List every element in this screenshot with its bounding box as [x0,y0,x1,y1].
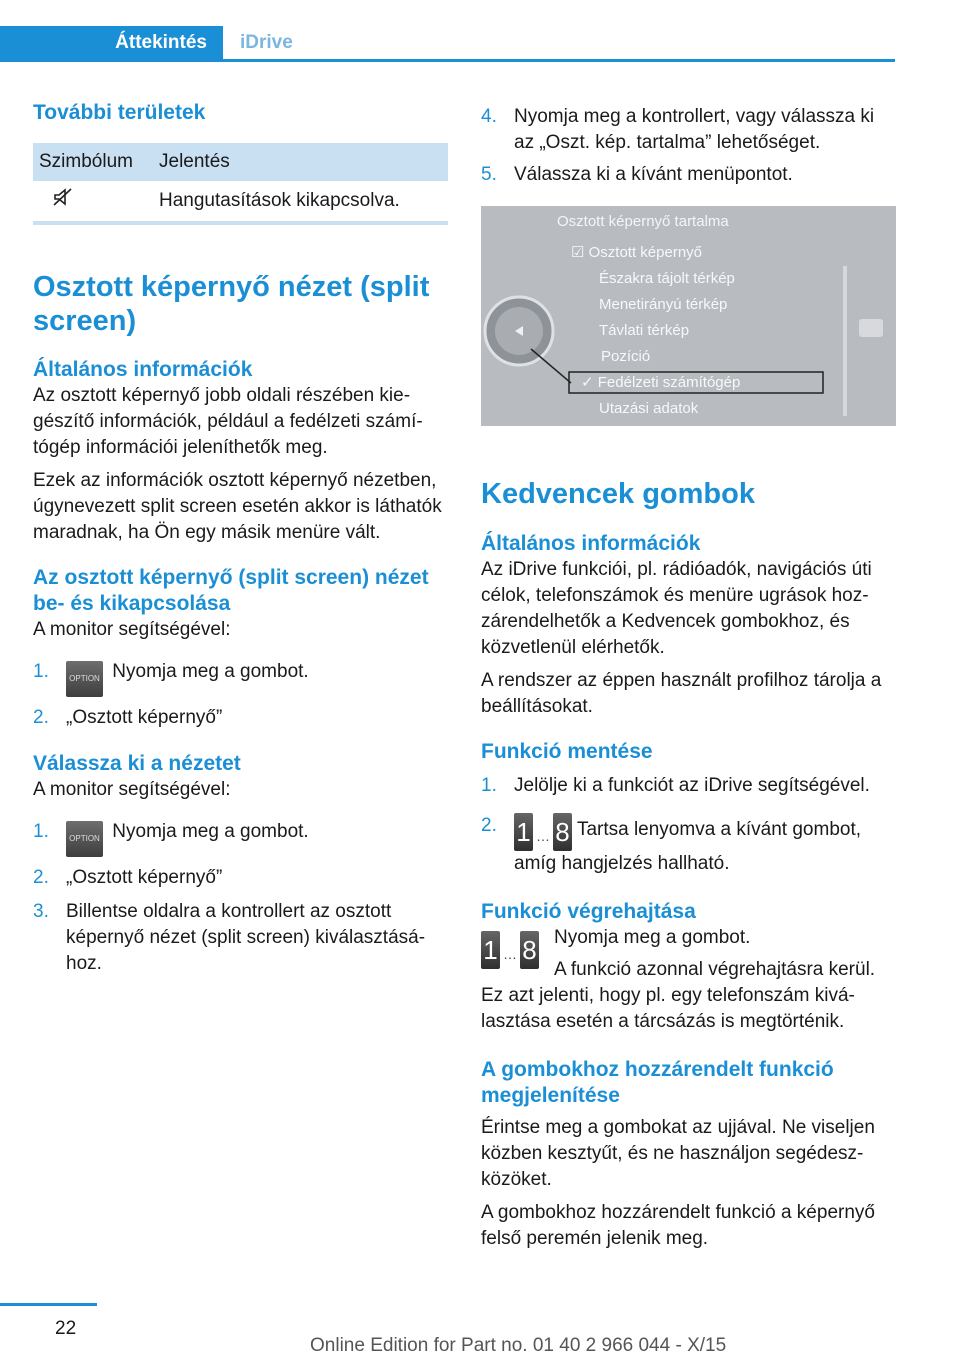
menu-item-trip-data[interactable]: Utazási adatok [599,400,699,417]
option-button-icon: OPTION [66,661,103,697]
execute-line-1: Nyomja meg a gombot. [554,927,751,948]
page-number: 22 [55,1318,77,1339]
toggle-intro: A monitor segítségével: [33,619,231,640]
save-function-title: Funkció mentése [481,740,653,763]
option-button-icon: OPTION [66,821,103,857]
favorites-title: Kedvencek gombok [481,478,755,510]
toggle-steps [33,659,448,731]
right-column [481,104,896,1252]
list-item: 1. Jelölje ki a funkciót az iDrive segítségével. [481,775,870,796]
footer-rule [0,1303,97,1306]
tab-idrive[interactable]: iDrive [240,32,293,53]
display-function-title: A gombokhoz hozzárendelt funkció megjelenítése [481,1058,834,1107]
menu-item-split-screen[interactable]: ☑ Osztott képernyő [571,244,703,261]
list-item: 1. OPTION Nyomja meg a gombot. [33,819,448,857]
list-item: 1. OPTION Nyomja meg a gombot. [33,659,448,697]
symbol-table [33,143,448,225]
header-rule [0,59,895,62]
toggle-split-title: Az osztott képernyő (split screen) nézet be- és kikapcsolása [33,566,429,615]
table-header-meaning: Jelentés [153,143,448,181]
list-item: 2. 1 … 8 Tartsa lenyomva a kívánt gombot, amíg hangjelzés hallható. [481,815,862,874]
fav-paragraph-1: Az iDrive funkciói, pl. rádióadók, navigációs úti célok, telefonszámok és menüre ugrások hozzárendelhetők a Kedvencek gombokhoz, és közvetlenül elérhetők. [481,559,872,658]
display-paragraph-1: Érintse meg a gombokat az ujjával. Ne viseljen közben kesztyűt, és ne használjon segédeszközöket. [481,1117,875,1190]
select-view-title: Válassza ki a nézetet [33,752,241,775]
menu-item-position[interactable]: Pozíció [601,348,651,365]
list-item: 5. Válassza ki a kívánt menüpontot. [481,164,793,185]
favorite-button-1-icon: 1 [514,813,533,851]
general-paragraph-2: Ezek az információk osztott képernyő nézetben, úgynevezett split screen esetén akkor is láthatók maradnak, ha Ön egy másik menüre vált. [33,470,442,543]
execute-line-2: A funkció azonnal végrehajtásra kerül. [554,959,876,980]
section-title-other-areas: További területek [33,101,206,124]
tab-overview[interactable]: Áttekintés [0,26,223,59]
fav-paragraph-2: A rendszer az éppen használt profilhoz tárolja a beállításokat. [481,670,882,717]
execute-paragraph: Ez azt jelenti, hogy pl. egy telefonszám kiválasztása esetén a tárcsázás is megtörténik. [481,985,855,1032]
execute-block [481,925,896,983]
split-screen-menu-screenshot [481,206,896,426]
menu-item-heading-map[interactable]: Menetirányú térkép [599,296,728,313]
favorite-button-8-icon: 8 [553,813,572,851]
list-item: 2. „Osztott képernyő” [33,707,223,728]
header-tabs [0,0,895,62]
split-screen-title: Osztott képernyő nézet (split screen) [33,271,430,337]
screen-title: Osztott képernyő tartalma [557,213,729,230]
save-steps [481,773,896,877]
general-paragraph-1: Az osztott képernyő jobb oldali részében kiegészítő információk, például a fedélzeti számítógép információi jeleníthetők meg. [33,385,423,458]
display-paragraph-2: A gombokhoz hozzárendelt funkció a képernyő felső peremén jelenik meg. [481,1202,875,1249]
steps-continued [481,104,896,188]
favorite-buttons-icon: 1 … 8 [481,931,539,969]
table-header-symbol: Szimbólum [33,143,153,181]
general-info-title: Általános információk [33,358,253,381]
list-item: 3. Billentse oldalra a kontrollert az osztott képernyő nézet (split screen) kiválasztásához. [33,901,426,974]
mute-voice-icon [33,181,153,223]
left-column [33,100,448,977]
select-steps [33,819,448,977]
select-intro: A monitor segítségével: [33,779,231,800]
screen-menu-list [571,240,741,422]
footer-edition: Online Edition for Part no. 01 40 2 966 044 - X/15 [310,1335,727,1356]
menu-item-perspective-map[interactable]: Távlati térkép [599,322,690,339]
table-row [33,181,448,223]
table-cell-meaning: Hangutasítások kikapcsolva. [153,181,448,223]
list-item: 4. Nyomja meg a kontrollert, vagy válassza ki az „Oszt. kép. tartalma” lehetőséget. [481,106,875,153]
execute-function-title: Funkció végrehajtása [481,900,696,923]
menu-item-onboard-computer[interactable]: ✓ Fedélzeti számítógép [581,374,741,391]
fav-general-title: Általános információk [481,532,701,555]
menu-item-north-map[interactable]: Északra tájolt térkép [599,270,735,287]
list-item: 2. „Osztott képernyő” [33,867,223,888]
